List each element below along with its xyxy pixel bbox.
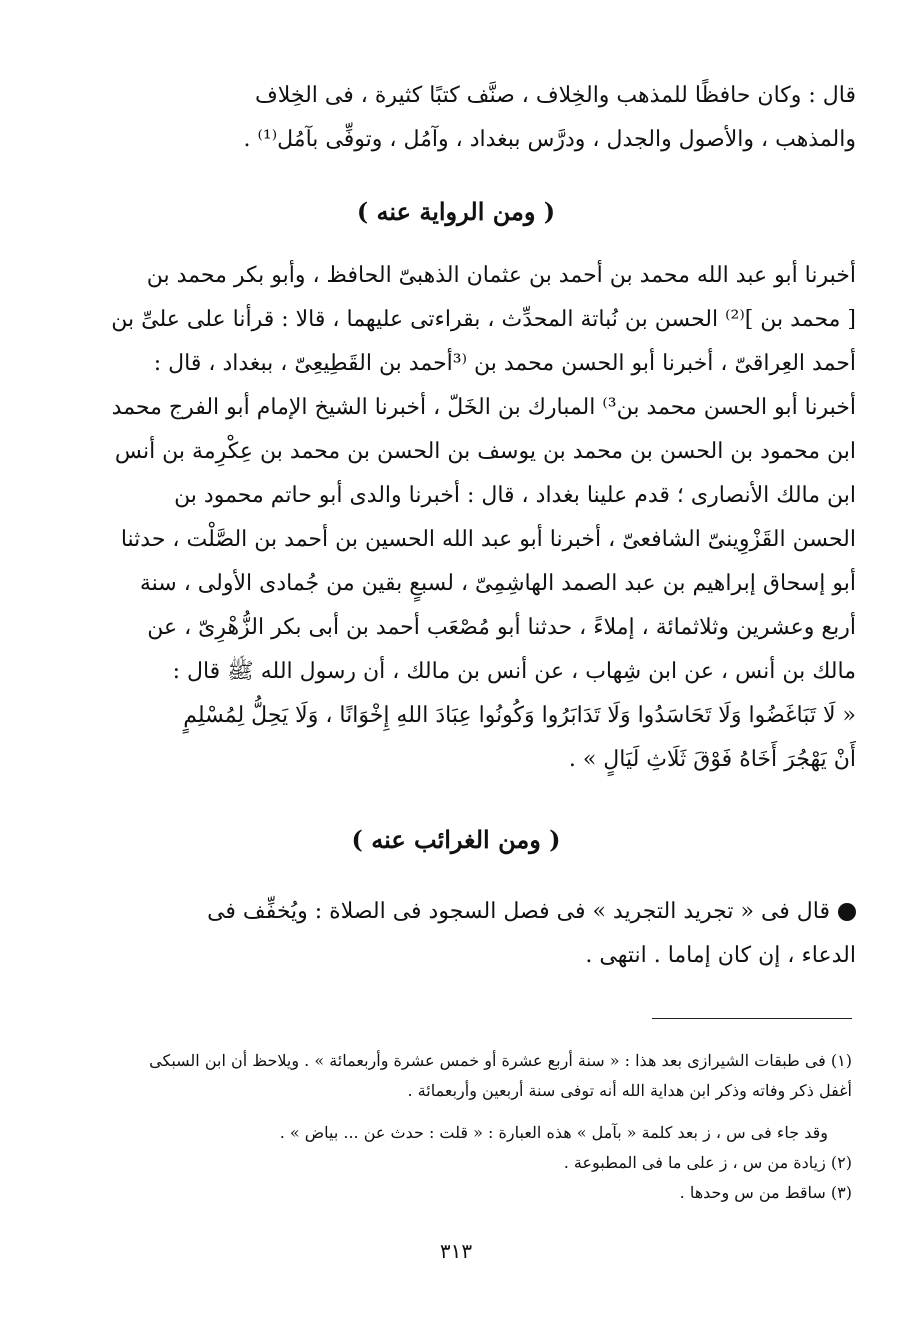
text-line-content: قال فى « تجريد التجريد » فى فصل السجود فى الصلاة : ويُخفِّف فى bbox=[207, 899, 830, 924]
footnote-1-addendum: وقد جاء فى س ، ز بعد كلمة « بآمل » هذه العبارة : « قلت : حدث عن ... بياض » . bbox=[279, 1123, 828, 1142]
text-line: أخبرنا أبو عبد الله محمد بن أحمد بن عثمان الذهبىّ الحافظ ، وأبو بكر محمد بن bbox=[146, 263, 856, 288]
text-line: أربع وعشرين وثلاثمائة ، إملاءً ، حدثنا أبو مُصْعَب أحمد بن أبى بكر الزُّهْرِىّ ، عن bbox=[147, 615, 856, 640]
text-line: الحسن القَزْوِينىّ الشافعىّ ، أخبرنا أبو عبد الله الحسين بن أحمد بن الصَّلْت ، حدثنا bbox=[120, 527, 856, 552]
footnote-divider bbox=[652, 1018, 852, 1019]
footnotes bbox=[60, 1046, 852, 1208]
text-line: قال : وكان حافظًا للمذهب والخِلاف ، صنَّف كتبًا كثيرة ، فى الخِلاف bbox=[254, 83, 856, 108]
footnote-1: (١) فى طبقات الشيرازى بعد هذا : « سنة أربع عشرة أو خمس عشرة وأربعمائة » . ويلاحظ أن ابن السبكى bbox=[149, 1051, 852, 1070]
footnote-3: (٣) ساقط من س وحدها . bbox=[679, 1183, 852, 1202]
text-line: [ محمد بن ]⁽²⁾ الحسن بن نُباتة المحدِّث ، بقراءتى عليهما ، قالا : قرأنا على علىِّ بن bbox=[111, 307, 856, 332]
text-line: أَنْ يَهْجُرَ أَخَاهُ فَوْقَ ثَلَاثِ لَيَالٍ » . bbox=[568, 747, 856, 772]
text-line: الدعاء ، إن كان إماما . انتهى . bbox=[585, 943, 856, 968]
paragraph-2 bbox=[56, 254, 856, 782]
section-heading-gharaib: ( ومن الغرائب عنه ) bbox=[351, 825, 561, 854]
footnote-2: (٢) زيادة من س ، ز على ما فى المطبوعة . bbox=[563, 1153, 852, 1172]
text-line: ابن محمود بن الحسن بن محمد بن يوسف بن الحسن بن محمد بن عِكْرِمة بن أنس bbox=[114, 439, 856, 464]
paragraph-3 bbox=[56, 890, 856, 978]
text-line: أخبرنا أبو الحسن محمد بن³⁾ المبارك بن الخَلّ ، أخبرنا الشيخ الإمام أبو الفرج محمد bbox=[111, 395, 856, 420]
text-line: أبو إسحاق إبراهيم بن عبد الصمد الهاشِمِىّ ، لسبعٍ بقين من جُمادى الأولى ، سنة bbox=[139, 571, 856, 596]
paragraph-1 bbox=[56, 74, 856, 162]
bullet-dot bbox=[838, 903, 856, 921]
text-line: « لَا تَبَاغَضُوا وَلَا تَحَاسَدُوا وَلَا تَدَابَرُوا وَكُونُوا عِبَادَ اللهِ إِخْوَانًا ، وَلَا يَحِلُّ لِمُسْلِمٍ bbox=[183, 703, 856, 728]
text-line bbox=[56, 890, 856, 934]
text-line: مالك بن أنس ، عن ابن شِهاب ، عن أنس بن مالك ، أن رسول الله ﷺ قال : bbox=[172, 659, 856, 684]
text-line: ابن مالك الأنصارى ؛ قدم علينا بغداد ، قال : أخبرنا والدى أبو حاتم محمود بن bbox=[174, 483, 856, 508]
text-line: أحمد العِراقىّ ، أخبرنا أبو الحسن محمد بن ⁽³أحمد بن القَطِيعِىّ ، ببغداد ، قال : bbox=[153, 351, 856, 376]
section-heading-riwaya: ( ومن الرواية عنه ) bbox=[356, 197, 556, 226]
footnote-1-continued: أغفل ذكر وفاته وذكر ابن هداية الله أنه توفى سنة أربعين وأربعمائة . bbox=[407, 1081, 852, 1100]
text-line: والمذهب ، والأصول والجدل ، ودرَّس ببغداد ، وآمُل ، وتوفِّى بآمُل⁽¹⁾ . bbox=[243, 127, 856, 152]
page-number: ٣١٣ bbox=[439, 1239, 473, 1263]
